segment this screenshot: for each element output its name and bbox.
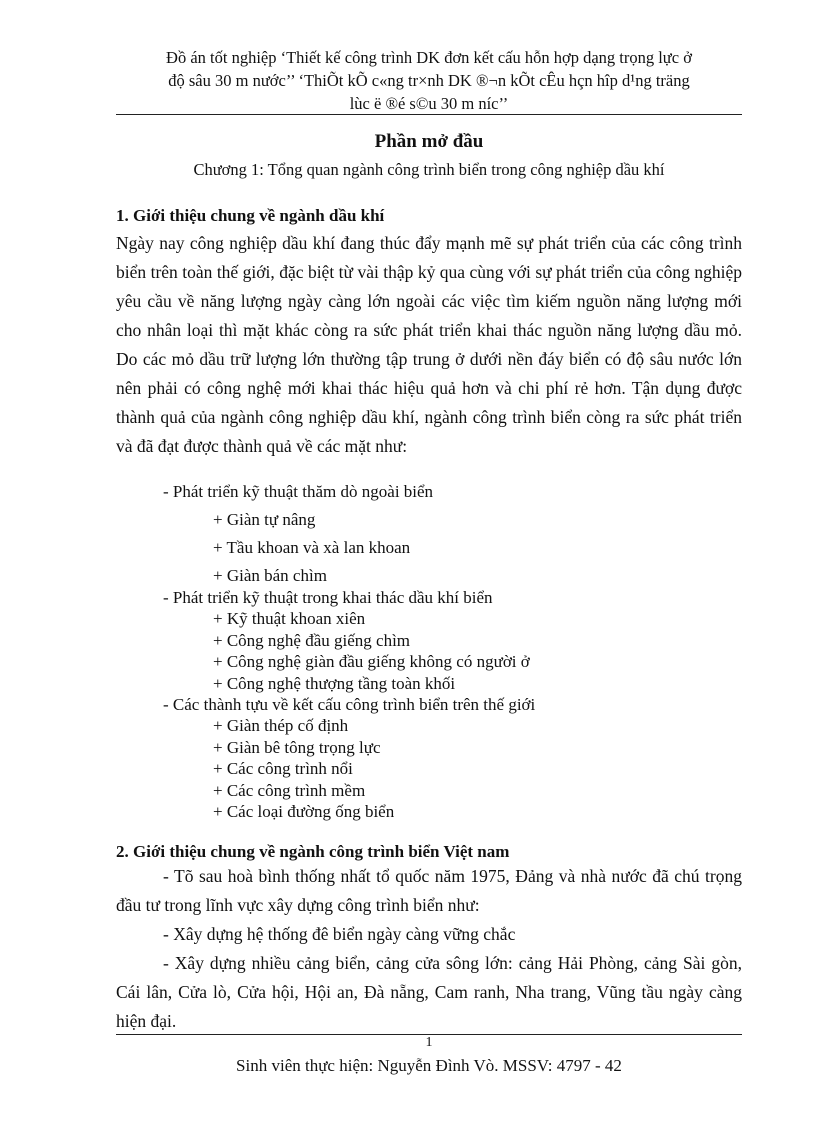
group-1-item: + Giàn tự nâng [213, 510, 316, 529]
group-2-item: + Công nghệ thượng tầng toàn khối [213, 674, 456, 693]
group-2-item: + Kỹ thuật khoan xiên [213, 609, 366, 628]
group-3-item: + Các công trình mềm [213, 781, 366, 800]
group-3-item: + Giàn bê tông trọng lực [213, 738, 381, 757]
group-1-title: - Phát triển kỹ thuật thăm dò ngoài biển [163, 482, 434, 501]
section-1-heading: 1. Giới thiệu chung về ngành dầu khí [116, 206, 385, 225]
group-3-item: + Giàn thép cố định [213, 716, 349, 735]
page-footer: Sinh viên thực hiện: Nguyễn Đình Vò. MSSV: 4797 - 42 [236, 1056, 622, 1075]
group-2-item: + Công nghệ đầu giếng chìm [213, 631, 411, 650]
group-1-item: + Tầu khoan và xà lan khoan [213, 538, 411, 557]
part-title: Phần mở đầu [374, 131, 484, 152]
group-1-item: + Giàn bán chìm [213, 566, 327, 585]
section-1-paragraph: Ngày nay công nghiệp dầu khí đang thúc đẩy mạnh mẽ sự phát triển của các công trình biển trên toàn thế giới, đặc biệt từ vài thập kỷ qua cùng với sự phát triển của công nghiệp yêu cầu về năng lượng ngày càng lớn ngoài các việc tìm kiếm nguồn năng lượng mới cho nhân loại thì mặt khác còng ra sức phát triển khai thác nguồn năng lượng dầu mỏ. Do các mỏ dầu trữ lượng lớn thường tập trung ở dưới nền đáy biển có độ sâu nước lớn nên phải có công nghệ mới khai thác hiệu quả hơn và chi phí rẻ hơn. Tận dụng được thành quả của ngành công nghiệp dầu khí, ngành công trình biển còng ra sức phát triển và đã đạt được thành quả về các mặt như: [116, 233, 742, 456]
page-header [116, 46, 742, 115]
group-3-item: + Các loại đường ống biển [213, 802, 395, 821]
section-2-paragraph-1: - Tõ sau hoà bình thống nhất tổ quốc năm 1975, Đảng và nhà nước đã chú trọng đầu tư trong lĩnh vực xây dựng công trình biển như: [116, 866, 742, 915]
group-2-item: + Công nghệ giàn đầu giếng không có người ở [213, 652, 530, 671]
page-number: 1 [425, 1035, 433, 1050]
group-3-item: + Các công trình nổi [213, 759, 353, 778]
header-line-3: lùc ë ®é s©u 30 m níc’’ [349, 94, 509, 113]
section-2-paragraph-3: - Xây dựng nhiều cảng biển, cảng cửa sông lớn: cảng Hải Phòng, cảng Sài gòn, Cái lân, Cửa lò, Cửa hội, Hội an, Đà nẵng, Cam ranh, Nha trang, Vũng tầu ngày càng hiện đại. [116, 953, 742, 1031]
header-line-1: Đồ án tốt nghiệp ‘Thiết kế công trình DK đơn kết cấu hỗn hợp dạng trọng lực ở [166, 48, 692, 67]
group-3-title: - Các thành tựu về kết cấu công trình biển trên thế giới [163, 695, 536, 714]
header-line-2: độ sâu 30 m nước’’ ‘ThiÕt kÕ c«ng tr×nh DK ®¬n kÕt cÊu hçn hîp d¹ng träng [168, 71, 690, 90]
section-2-paragraph-2: - Xây dựng hệ thống đê biển ngày càng vững chắc [163, 924, 516, 944]
group-2-title: - Phát triển kỹ thuật trong khai thác dầu khí biển [163, 588, 493, 607]
chapter-title: Chương 1: Tổng quan ngành công trình biển trong công nghiệp dầu khí [193, 160, 665, 179]
header-divider [116, 114, 742, 115]
section-2-heading: 2. Giới thiệu chung về ngành công trình biển Việt nam [116, 842, 510, 861]
